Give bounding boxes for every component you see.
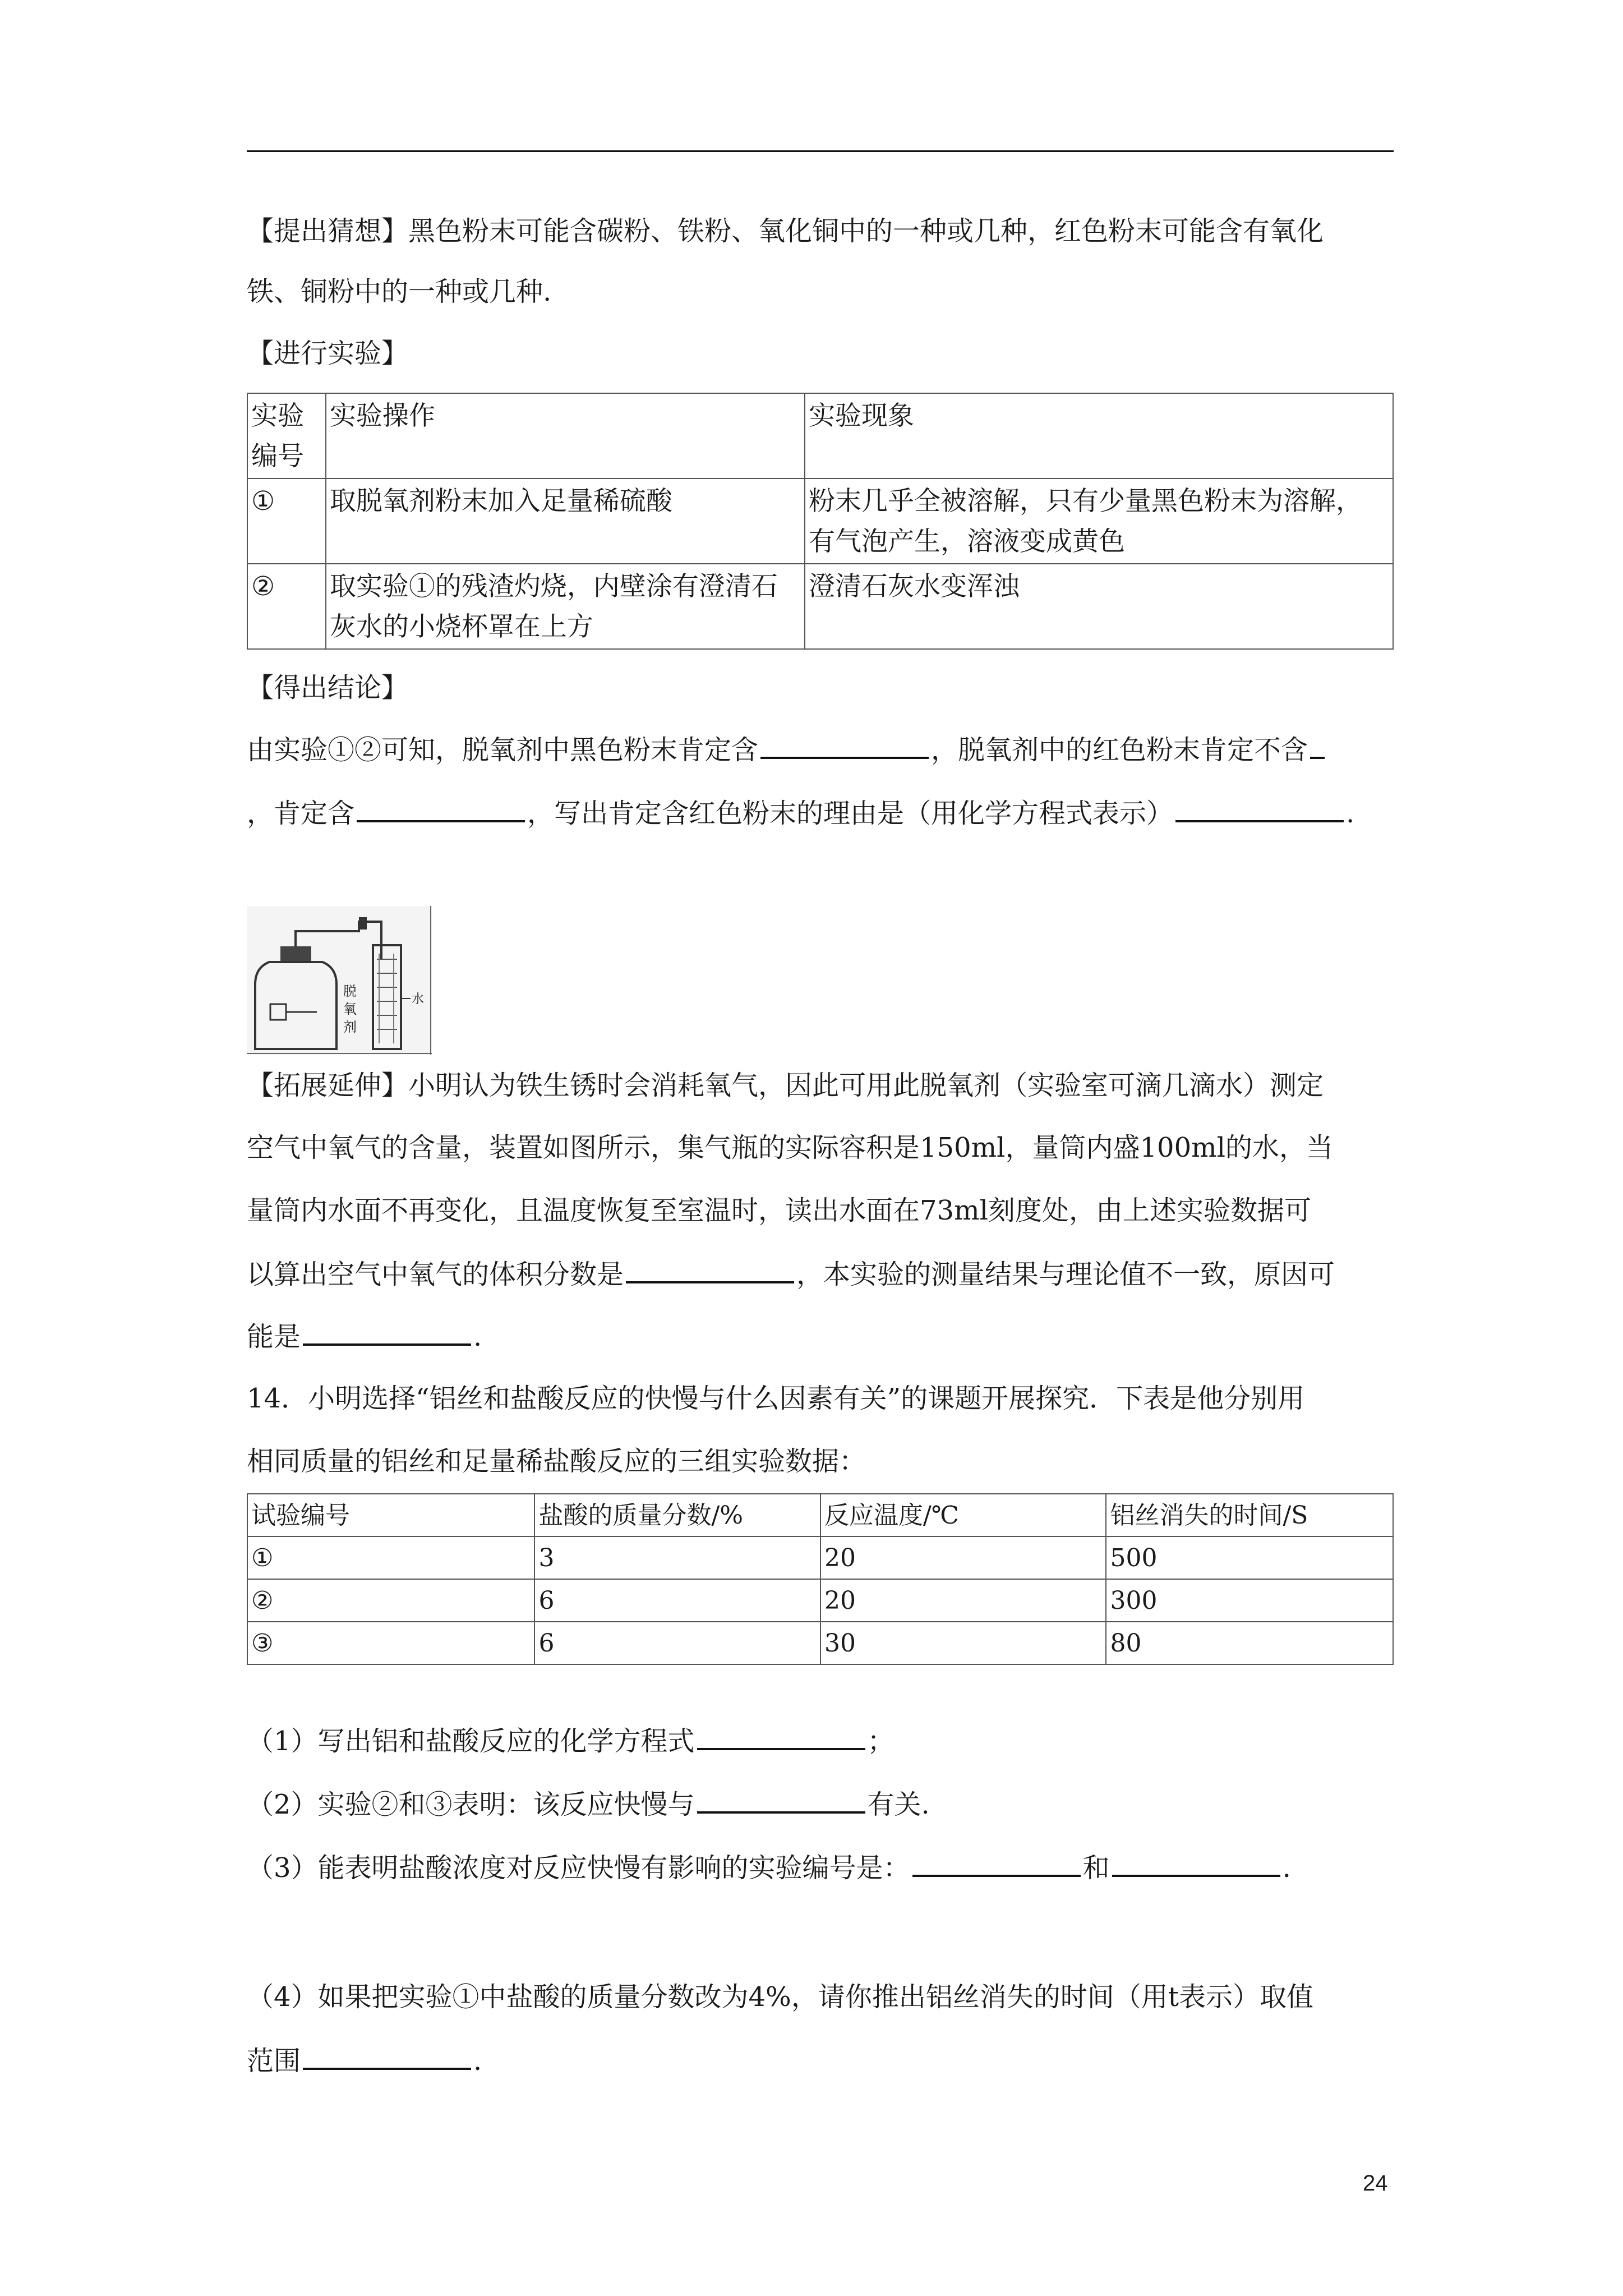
answer-blank-equation[interactable]	[1175, 795, 1344, 822]
label-deoxidizer-1: 脱	[343, 983, 357, 999]
answer-blank-reason[interactable]	[303, 1319, 471, 1346]
table-row	[247, 478, 1393, 564]
extension-line-4-text-b: ，本实验的测量结果与理论值不一致，原因可	[796, 1259, 1335, 1290]
q14-r1-time: 500	[1106, 1536, 1393, 1579]
experiment-table-header-row	[247, 393, 1393, 478]
extension-line-4-text-a: 以算出空气中氧气的体积分数是	[247, 1259, 624, 1290]
extension-line-4	[247, 1257, 1335, 1291]
extension-line-5-end: .	[473, 1321, 482, 1352]
q14-part-3	[247, 1850, 1291, 1885]
q14-header-no: 试验编号	[247, 1494, 534, 1536]
q14-part-3-mid: 和	[1082, 1852, 1110, 1884]
q14-intro-line-1: 14．小明选择“铝丝和盐酸反应的快慢与什么因素有关”的课题开展探究．下表是他分别用	[247, 1383, 1305, 1414]
header-no-line-2: 编号	[251, 441, 304, 472]
q14-part-2-text: （2）实验②和③表明：该反应快慢与	[247, 1789, 695, 1820]
table-row	[247, 1622, 1393, 1664]
q14-r3-no: ③	[247, 1622, 534, 1664]
label-water: 水	[412, 992, 425, 1006]
q14-r3-concentration: 6	[534, 1622, 820, 1664]
table-row	[247, 564, 1393, 649]
q14-part-3-end: .	[1282, 1852, 1291, 1884]
header-phenomenon: 实验现象	[805, 393, 1393, 478]
header-operation: 实验操作	[326, 393, 805, 478]
q14-part-4-line-2	[247, 2043, 482, 2078]
q14-part-1-end: ；	[867, 1726, 895, 1757]
q14-part-4-line-1: （4）如果把实验①中盐酸的质量分数改为4%，请你推出铝丝消失的时间（用t表示）取值	[247, 1981, 1313, 2013]
extension-line-5-text-a: 能是	[247, 1321, 301, 1352]
answer-blank-red-not-contain[interactable]	[1310, 732, 1325, 759]
row-1-phenomenon-line-1: 粉末几乎全被溶解，只有少量黑色粉末为溶解，	[809, 486, 1363, 517]
q14-table	[247, 1493, 1394, 1665]
extension-line-3: 量筒内水面不再变化，且温度恢复至室温时，读出水面在73ml刻度处，由上述实验数据可	[247, 1195, 1311, 1226]
q14-header-temperature: 反应温度/℃	[820, 1494, 1106, 1536]
conclusion-line-2-text-a: ，肯定含	[247, 798, 355, 829]
row-2-no: ②	[247, 564, 326, 649]
conclusion-line-1-text-b: ，脱氧剂中的红色粉末肯定不含	[931, 734, 1308, 766]
q14-header-time: 铝丝消失的时间/S	[1106, 1494, 1393, 1536]
row-2-operation-line-2: 灰水的小烧杯罩在上方	[329, 611, 593, 642]
hypothesis-line-1: 【提出猜想】黑色粉末可能含碳粉、铁粉、氧化铜中的一种或几种，红色粉末可能含有氧化	[247, 215, 1324, 247]
conclusion-line-2-text-b: ，写出肯定含红色粉末的理由是（用化学方程式表示）	[527, 798, 1174, 829]
extension-line-5	[247, 1319, 482, 1354]
q14-table-header-row	[247, 1494, 1393, 1536]
extension-line-2: 空气中氧气的含量，装置如图所示，集气瓶的实际容积是150ml，量筒内盛100ml的水，当	[247, 1132, 1333, 1163]
conclusion-heading: 【得出结论】	[247, 672, 409, 703]
label-deoxidizer-3: 剂	[343, 1019, 357, 1035]
q14-r3-time: 80	[1106, 1622, 1393, 1664]
q14-part-2-end: 有关.	[867, 1789, 930, 1820]
q14-part-3-text: （3）能表明盐酸浓度对反应快慢有影响的实验编号是：	[247, 1852, 910, 1884]
conclusion-line-1-text-a: 由实验①②可知，脱氧剂中黑色粉末肯定含	[247, 734, 759, 766]
q14-r1-no: ①	[247, 1536, 534, 1579]
answer-blank-factor[interactable]	[697, 1787, 865, 1814]
answer-blank-exp-a[interactable]	[912, 1850, 1081, 1877]
row-1-phenomenon-line-2: 有气泡产生，溶液变成黄色	[809, 526, 1126, 557]
q14-r2-no: ②	[247, 1579, 534, 1622]
row-1-phenomenon	[805, 478, 1393, 564]
row-2-operation-line-1: 取实验①的残渣灼烧，内壁涂有澄清石	[329, 571, 778, 602]
conclusion-line-1	[247, 732, 1327, 767]
table-row	[247, 1536, 1393, 1579]
header-no-line-1: 实验	[251, 401, 304, 431]
row-1-operation: 取脱氧剂粉末加入足量稀硫酸	[326, 478, 805, 564]
header-experiment-no	[247, 393, 326, 478]
answer-blank-equation-al[interactable]	[697, 1723, 865, 1750]
row-1-no: ①	[247, 478, 326, 564]
q14-r2-temperature: 20	[820, 1579, 1106, 1622]
table-row	[247, 1579, 1393, 1622]
conclusion-line-2-end: .	[1346, 798, 1355, 829]
q14-part-2	[247, 1787, 930, 1821]
q14-intro-line-2: 相同质量的铝丝和足量稀盐酸反应的三组实验数据：	[247, 1446, 866, 1477]
answer-blank-black-powder[interactable]	[760, 732, 929, 759]
label-deoxidizer-2: 氧	[343, 1001, 357, 1017]
answer-blank-time-range[interactable]	[303, 2043, 471, 2070]
row-2-phenomenon: 澄清石灰水变浑浊	[805, 564, 1393, 649]
answer-blank-oxygen-fraction[interactable]	[626, 1257, 794, 1283]
answer-blank-red-contain[interactable]	[357, 795, 525, 822]
q14-r2-time: 300	[1106, 1579, 1393, 1622]
experiment-table	[247, 393, 1394, 650]
page-number: 24	[1363, 2171, 1388, 2196]
q14-part-1	[247, 1723, 895, 1758]
q14-part-1-text: （1）写出铝和盐酸反应的化学方程式	[247, 1726, 695, 1757]
q14-header-concentration: 盐酸的质量分数/%	[534, 1494, 820, 1536]
q14-r3-temperature: 30	[820, 1622, 1106, 1664]
q14-r1-concentration: 3	[534, 1536, 820, 1579]
experiment-heading: 【进行实验】	[247, 338, 409, 369]
conclusion-line-2	[247, 795, 1354, 830]
q14-r1-temperature: 20	[820, 1536, 1106, 1579]
q14-r2-concentration: 6	[534, 1579, 820, 1622]
extension-line-1: 【拓展延伸】小明认为铁生锈时会消耗氧气，因此可用此脱氧剂（实验室可滴几滴水）测定	[247, 1070, 1324, 1101]
row-2-operation	[326, 564, 805, 649]
q14-part-4-text: 范围	[247, 2045, 301, 2077]
apparatus-figure	[247, 906, 432, 1055]
answer-blank-exp-b[interactable]	[1112, 1850, 1280, 1877]
q14-part-4-end: .	[473, 2045, 482, 2077]
hypothesis-line-2: 铁、铜粉中的一种或几种.	[247, 276, 552, 307]
header-rule	[247, 150, 1394, 152]
